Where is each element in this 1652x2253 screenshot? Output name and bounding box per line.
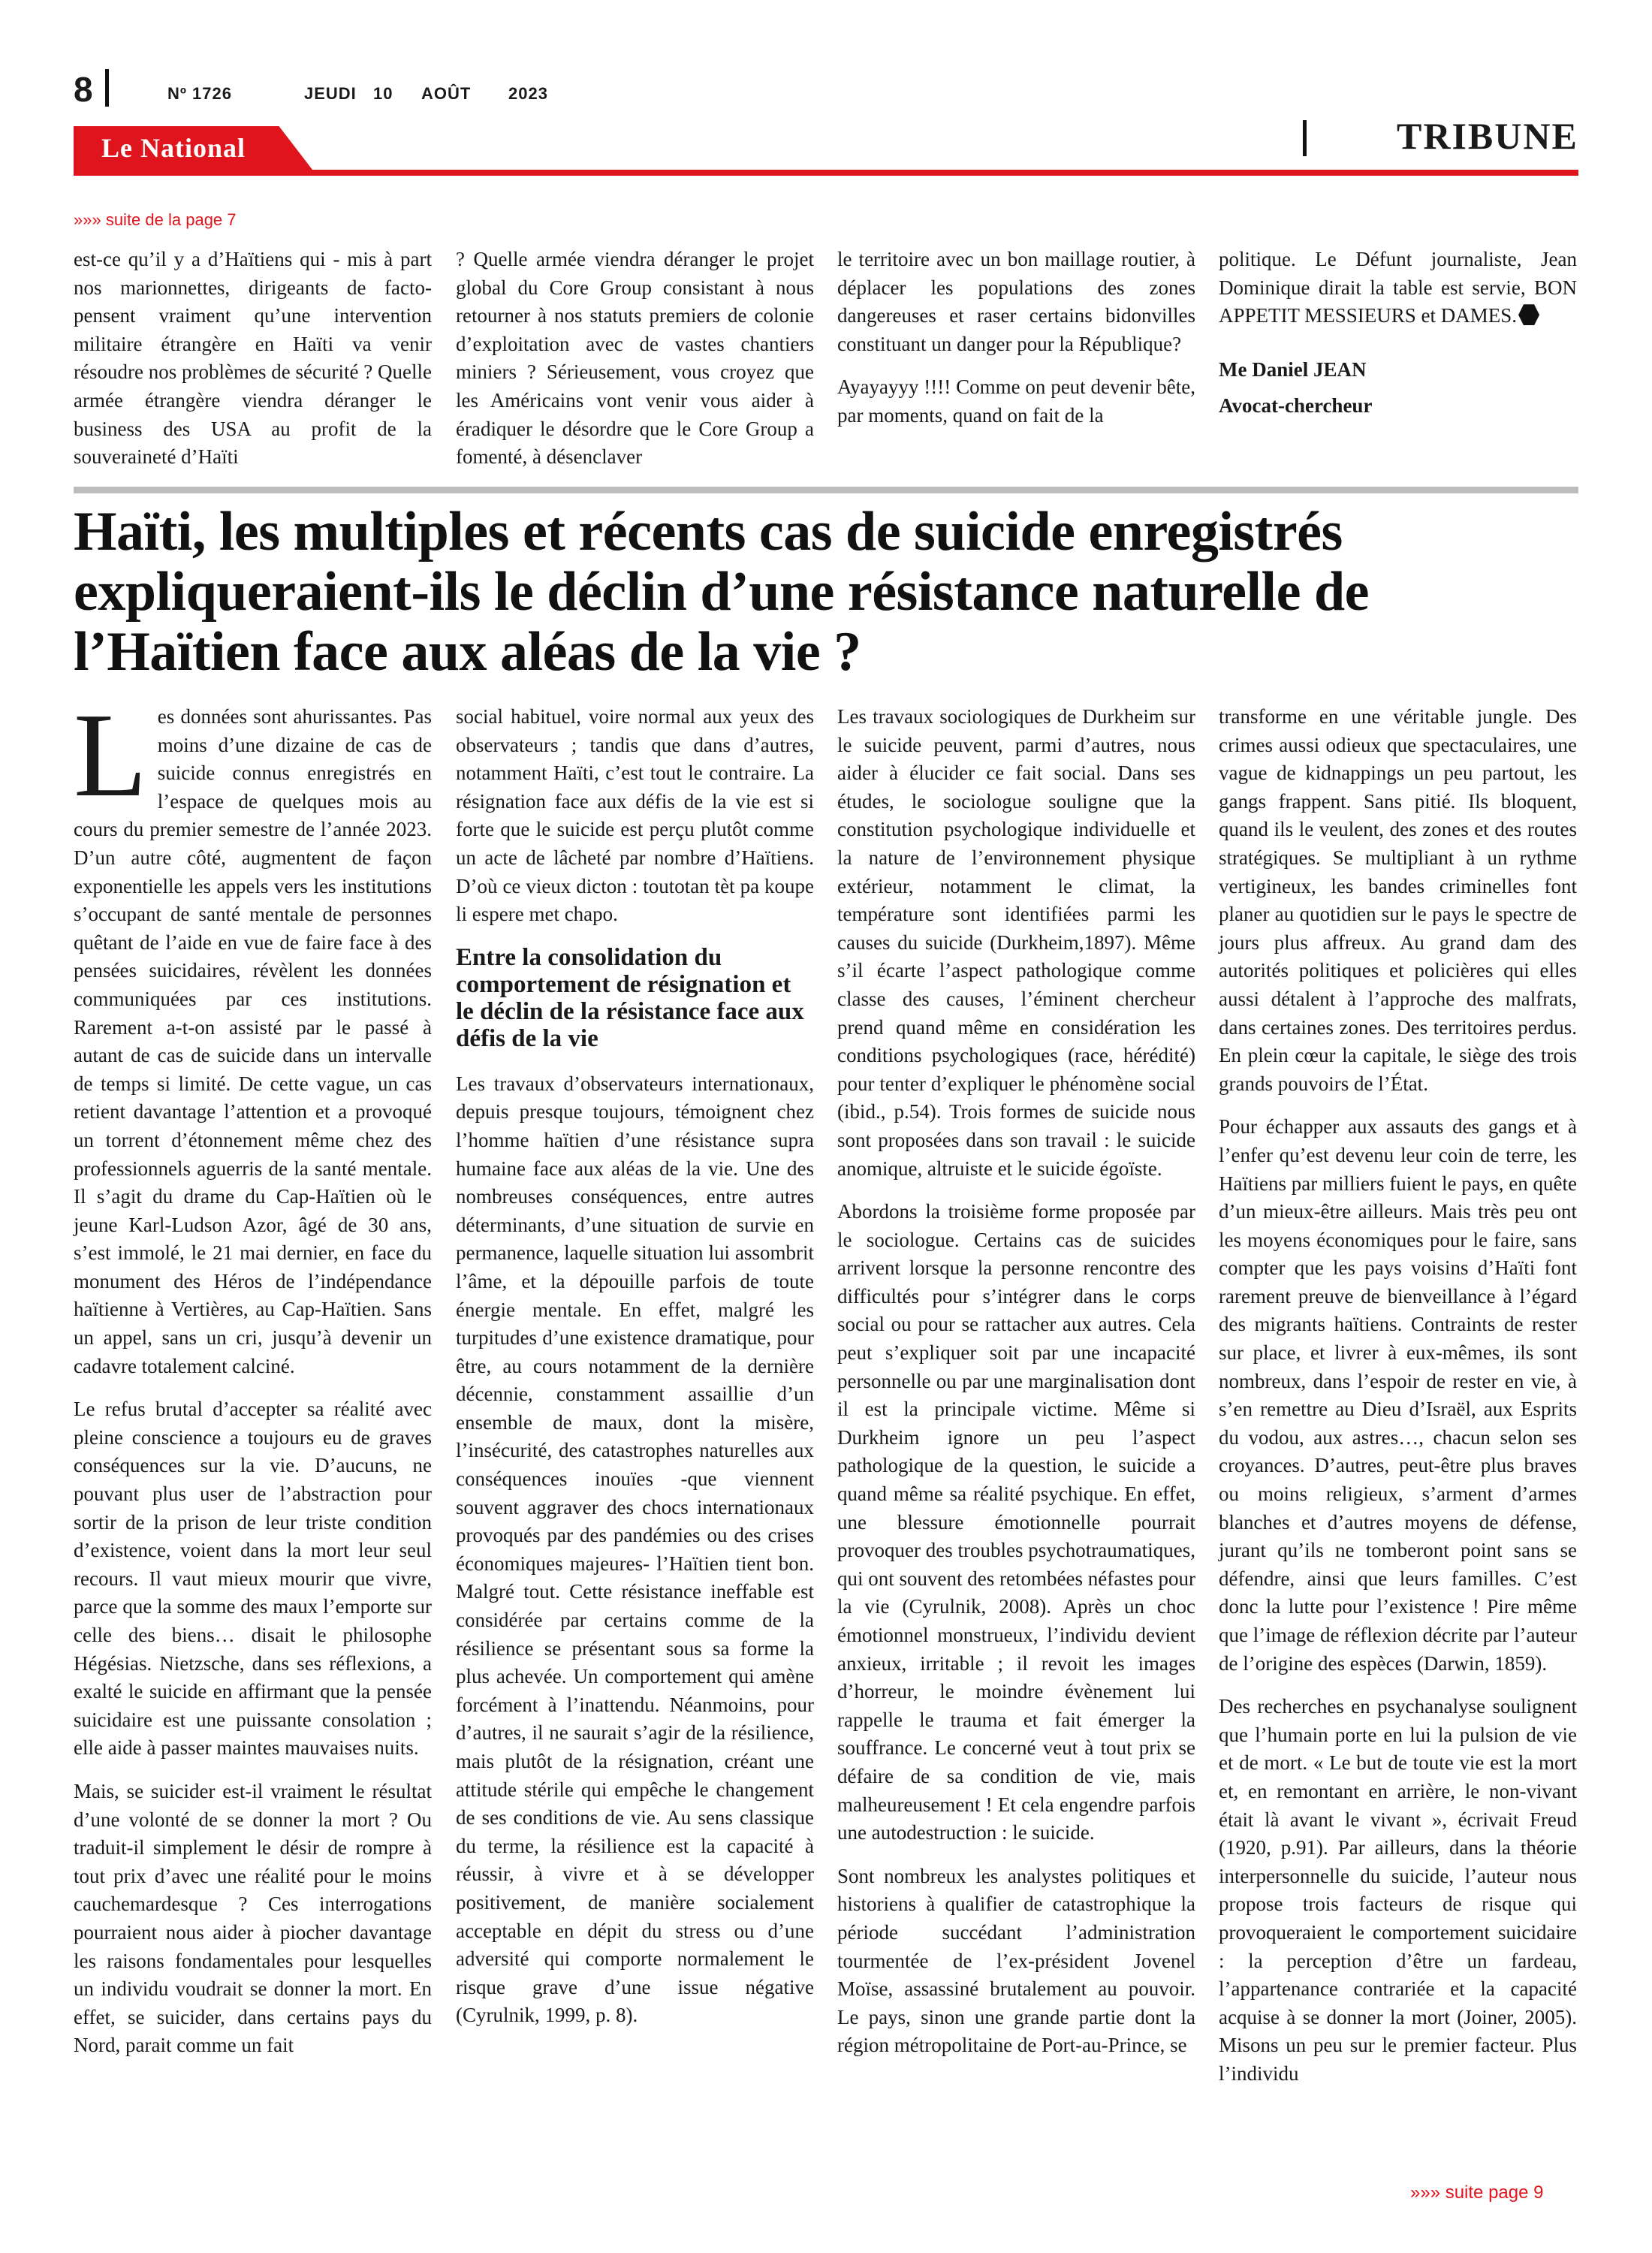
date-year: 2023 xyxy=(508,84,548,103)
article-paragraph: transforme en une véritable jungle. Des crimes aussi odieux que spectaculaires, une vague de kidnappings un peu partout, les gangs frappent. Sans pitié. Ils bloquent, quand ils le veulent, des zones et des routes stratégiques. Se multipliant à un rythme vertigineux, les bandes criminelles font planer au quotidien sur le pays le spectre de jours plus affreux. Au grand dam des autorités politiques et policières qui elles aussi détalent à l’approche des malfrats, dans certaines zones. Des territoires perdus. En plein cœur la capitale, le siège des trois grands pouvoirs de l’État. xyxy=(1219,705,1577,1095)
prev-article-paragraph: est-ce qu’il y a d’Haïtiens qui - mis à part nos marionnettes, dirigeants de facto- pensent vraiment qu’une intervention militaire étrangère en Haïti va venir résoudre nos problèmes de sécurité ? Quelle armée étrangère viendra déranger le business des USA au profit de la souveraineté d’Haïti xyxy=(74,248,432,469)
article-paragraph: Les travaux d’observateurs internationaux, depuis presque toujours, témoignent chez l’homme haïtien d’une résistance supra humaine face aux aléas de la vie. Une des nombreuses conséquences, entre autres déterminants, d’une situation de survie en permanence, laquelle situation lui assombrit l’âme, et la dépouille parfois de toute énergie mentale. En effet, malgré les turpitudes d’une existence dramatique, pour être, au cours notamment de la dernière décennie, constamment assaillie d’un ensemble de maux, dont la misère, l’insécurité, des catastrophes naturelles aux conséquences inouïes -que viennent souvent aggraver des chocs internationaux provoqués par des pandémies ou des crises économiques majeures- l’Haïtien tient bon. Malgré tout. Cette résistance ineffable est considérée par certains comme de la résilience se présentant sous sa forme la plus achevée. Un comportement qui amène forcément à l’inattendu. Néanmoins, pour d’autres, il ne saurait s’agir de la résilience, mais plutôt de la résignation, créant une attitude stérile qui empêche le changement de ses conditions de vie. Au sens classique du terme, la résilience est la capacité à réussir, à vivre et à se développer positivement, de manière socialement acceptable en dépit du stress ou d’une adversité qui comporte normalement le risque grave d’une issue négative (Cyrulnik, 1999, p. 8). xyxy=(456,1072,814,2027)
page-number-divider xyxy=(105,69,109,107)
article-column-4 xyxy=(1219,703,1577,2104)
article-text: es données sont ahurissantes. Pas moins d’une dizaine de cas de suicide connus enregistrés en l’espace de quelques mois au cours du premier semestre de l’année 2023. D’un autre côté, augmentent de façon exponentielle les appels vers les institutions s’occupant de santé mentale de personnes quêtant de l’aide en vue de faire face à des pensées suicidaires, révèlent les données communiquées par ces institutions. Rarement a-t-on assisté par le passé à autant de cas de suicide dans un intervalle de temps si limité. De cette vague, un cas retient davantage l’attention et a provoqué un torrent d’étonnement même chez des professionnels aguerris de la santé mentale. Il s’agit du drame du Cap-Haïtien où le jeune Karl-Ludson Azor, âgé de 30 ans, s’est immolé, le 21 mai dernier, en face du monument des Héros de l’indépendance haïtienne à Vertières, au Cap-Haïtien. Sans un appel, sans un cri, jusqu’à devenir un cadavre totalement calciné. xyxy=(74,705,432,1377)
prev-article-column-3 xyxy=(837,246,1195,445)
article-paragraph: social habituel, voire normal aux yeux des observateurs ; tandis que dans d’autres, notamment Haïti, c’est tout le contraire. La résignation face aux défis de la vie est si forte que le suicide est perçu plutôt comme un acte de lâcheté par nombre d’Haïtiens. D’où ce vieux dicton : toutotan tèt pa koupe li espere met chapo. xyxy=(456,705,814,926)
header-red-rule xyxy=(74,170,1578,176)
prev-article-column-2 xyxy=(456,246,814,487)
prev-article-text: politique. Le Défunt journaliste, Jean Dominique dirait la table est servie, BON APPETIT MESSIEURS et DAMES. xyxy=(1219,248,1577,327)
prev-article-column-4 xyxy=(1219,246,1577,424)
author-title: Avocat-chercheur xyxy=(1219,394,1373,417)
article-paragraph: Mais, se suicider est-il vraiment le résultat d’une volonté de se donner la mort ? Ou traduit-il simplement le désir de rompre à tout prix d’avec une réalité pour le moins cauchemardesque ? Ces interrogations pourraient nous aider à piocher davantage les raisons fondamentales pour lesquelles un individu voudrait se donner la mort. En effet, se suicider, dans certains pays du Nord, parait comme un fait xyxy=(74,1779,432,2057)
section-title: TRIBUNE xyxy=(1397,115,1578,157)
article-paragraph xyxy=(74,688,432,1380)
article-paragraph: Pour échapper aux assauts des gangs et à l’enfer qu’est devenu leur coin de terre, les Haïtiens par milliers fuient le pays, en quête d’un mieux-être ailleurs. Mais très peu ont les moyens économiques pour le faire, sans compter que les pays voisins d’Haïti font rarement preuve de bienveillance à l’égard des migrants haïtiens. Contraints de rester sur place, et livrer à eux-mêmes, ils sont nombreux, dans l’espoir de rester en vie, à s’en remettre au Dieu d’Israël, aux Esprits du vodou, aux astres…, chacun selon ses croyances. D’autres, peut-être plus braves ou moins religieux, s’arment d’armes blanches et d’autres moyens de défense, jurant qu’ils ne tomberont point sans se défendre, ainsi que leurs familles. C’est donc la lutte pour l’existence ! Pire même que l’image de réflexion décrite par l’auteur de l’origine des espèces (Darwin, 1859). xyxy=(1219,1115,1577,1675)
prev-article-paragraph: ? Quelle armée viendra déranger le projet global du Core Group consistant à nous retourner à nos statuts premiers de colonie d’exploitation avec de vastes chantiers miniers ? Sérieusement, vous croyez que les Américains vont venir vous aider à éradiquer le désordre que le Core Group a fomenté, à désenclaver xyxy=(456,248,814,469)
article-paragraph: Des recherches en psychanalyse soulignent que l’humain porte en lui la pulsion de vie et de mort. « Le but de toute vie est la mort et, en remontant en arrière, le non-vivant était là avant le vivant », écrivait Freud (1920, p.91). Par ailleurs, dans la théorie interpersonnelle du suicide, l’auteur nous propose trois facteurs de risque qui provoqueraient le comportement suicidaire : la perception d’être un fardeau, l’appartenance contrariée et la capacité acquise à se donner la mort (Joiner, 2005). Misons un peu sur le premier facteur. Plus l’individu xyxy=(1219,1695,1577,2085)
article-column-3 xyxy=(837,703,1195,2075)
article-paragraph: Le refus brutal d’accepter sa réalité avec pleine conscience a toujours eu de graves conséquences sur la vie. D’aucuns, ne pouvant plus user de l’abstraction pour sortir de la prison de leur triste condition d’existence, voient dans la mort leur seul recours. Il vaut mieux mourir que vivre, parce que la somme des maux l’emporte sur celle des biens… disait le philosophe Hégésias. Nietzsche, dans ses réflexions, a exalté le suicide en affirmant que la pensée suicidaire est une puissante consolation ; elle aide à passer maintes mauvaises nuits. xyxy=(74,1398,432,1760)
author-name: Me Daniel JEAN xyxy=(1219,357,1367,381)
brand-logo: Le National xyxy=(101,133,246,163)
continued-on-label: »»» suite page 9 xyxy=(1410,2182,1544,2203)
article-paragraph: Les travaux sociologiques de Durkheim sur le suicide peuvent, parmi d’autres, nous aider à élucider ce fait social. Dans ses études, le sociologue souligne que la constitution psychologique individuelle et la nature de l’environnement physique extérieur, notamment le climat, la température sont identifiées parmi les causes du suicide (Durkheim,1897). Même s’il écarte l’aspect pathologique comme classe des causes, l’éminent chercheur prend quand même en considération les conditions psychologiques (race, hérédité) pour tenter d’expliquer le phénomène social (ibid., p.54). Trois formes de suicide nous sont proposées dans son travail : le suicide anomique, altruiste et le suicide égoïste. xyxy=(837,705,1195,1180)
article-paragraph: Sont nombreux les analystes politiques et historiens à qualifier de catastrophique la période succédant l’administration tourmentée de l’ex-président Jovenel Moïse, assassiné brutalement au pouvoir. Le pays, sinon une grande partie dont la région métropolitaine de Port-au-Prince, se xyxy=(837,1864,1195,2057)
prev-article-paragraph xyxy=(1219,246,1577,330)
date-number: 10 xyxy=(373,84,393,103)
section-divider xyxy=(1303,120,1307,156)
prev-article-column-1 xyxy=(74,246,432,487)
continued-from-label: »»» suite de la page 7 xyxy=(74,210,237,229)
article-separator xyxy=(74,487,1578,493)
date-month: AOÛT xyxy=(421,84,472,103)
article-headline: Haïti, les multiples et récents cas de suicide enregistrés expliqueraient-ils le déclin d’une résistance naturelle de l’Haïtien face aux aléas de la vie ? xyxy=(74,501,1369,683)
page-number: 8 xyxy=(74,70,93,109)
article-paragraph: Abordons la troisième forme proposée par le sociologue. Certains cas de suicides arrivent lorsque la personne rencontre des difficultés pour s’intégrer dans le corps social ou pour se rattacher aux autres. Cela peut s’expliquer soit par une incapacité personnelle ou par une marginalisation dont il est la principale victime. Même si Durkheim ignore un peu l’aspect pathologique de la question, le suicide a quand même sa réalité psychique. En effet, une blessure émotionnelle pourrait provoquer des troubles psychotraumatiques, qui ont souvent des retombées néfastes pour la vie (Cyrulnik, 2008). Après un choc émotionnel monstrueux, l’individu devient anxieux, irritable ; il revoit les images d’horreur, le moindre évènement lui rappelle le trauma et fait émerger la souffrance. Le concerné veut à tout prix se défaire de sa condition de vie, mais malheureusement ! Et cela engendre parfois une autodestruction : le suicide. xyxy=(837,1200,1195,1844)
drop-cap: L xyxy=(74,688,147,822)
prev-article-paragraph: Ayayayyy !!!! Comme on peut devenir bête, par moments, quand on fait de la xyxy=(837,376,1195,427)
end-mark-icon xyxy=(1518,304,1539,325)
article-column-2 xyxy=(456,703,814,2045)
article-subheading: Entre la consolidation du comportement de résignation et le déclin de la résistance face aux défis de la vie xyxy=(456,943,804,1052)
date-day: JEUDI xyxy=(304,84,357,103)
article-column-1 xyxy=(74,688,432,2075)
prev-article-paragraph: le territoire avec un bon maillage routier, à déplacer les populations des zones dangereuses et raser certains bidonvilles constituant un danger pour la République? xyxy=(837,248,1195,355)
issue-number: Nº 1726 xyxy=(167,84,232,103)
